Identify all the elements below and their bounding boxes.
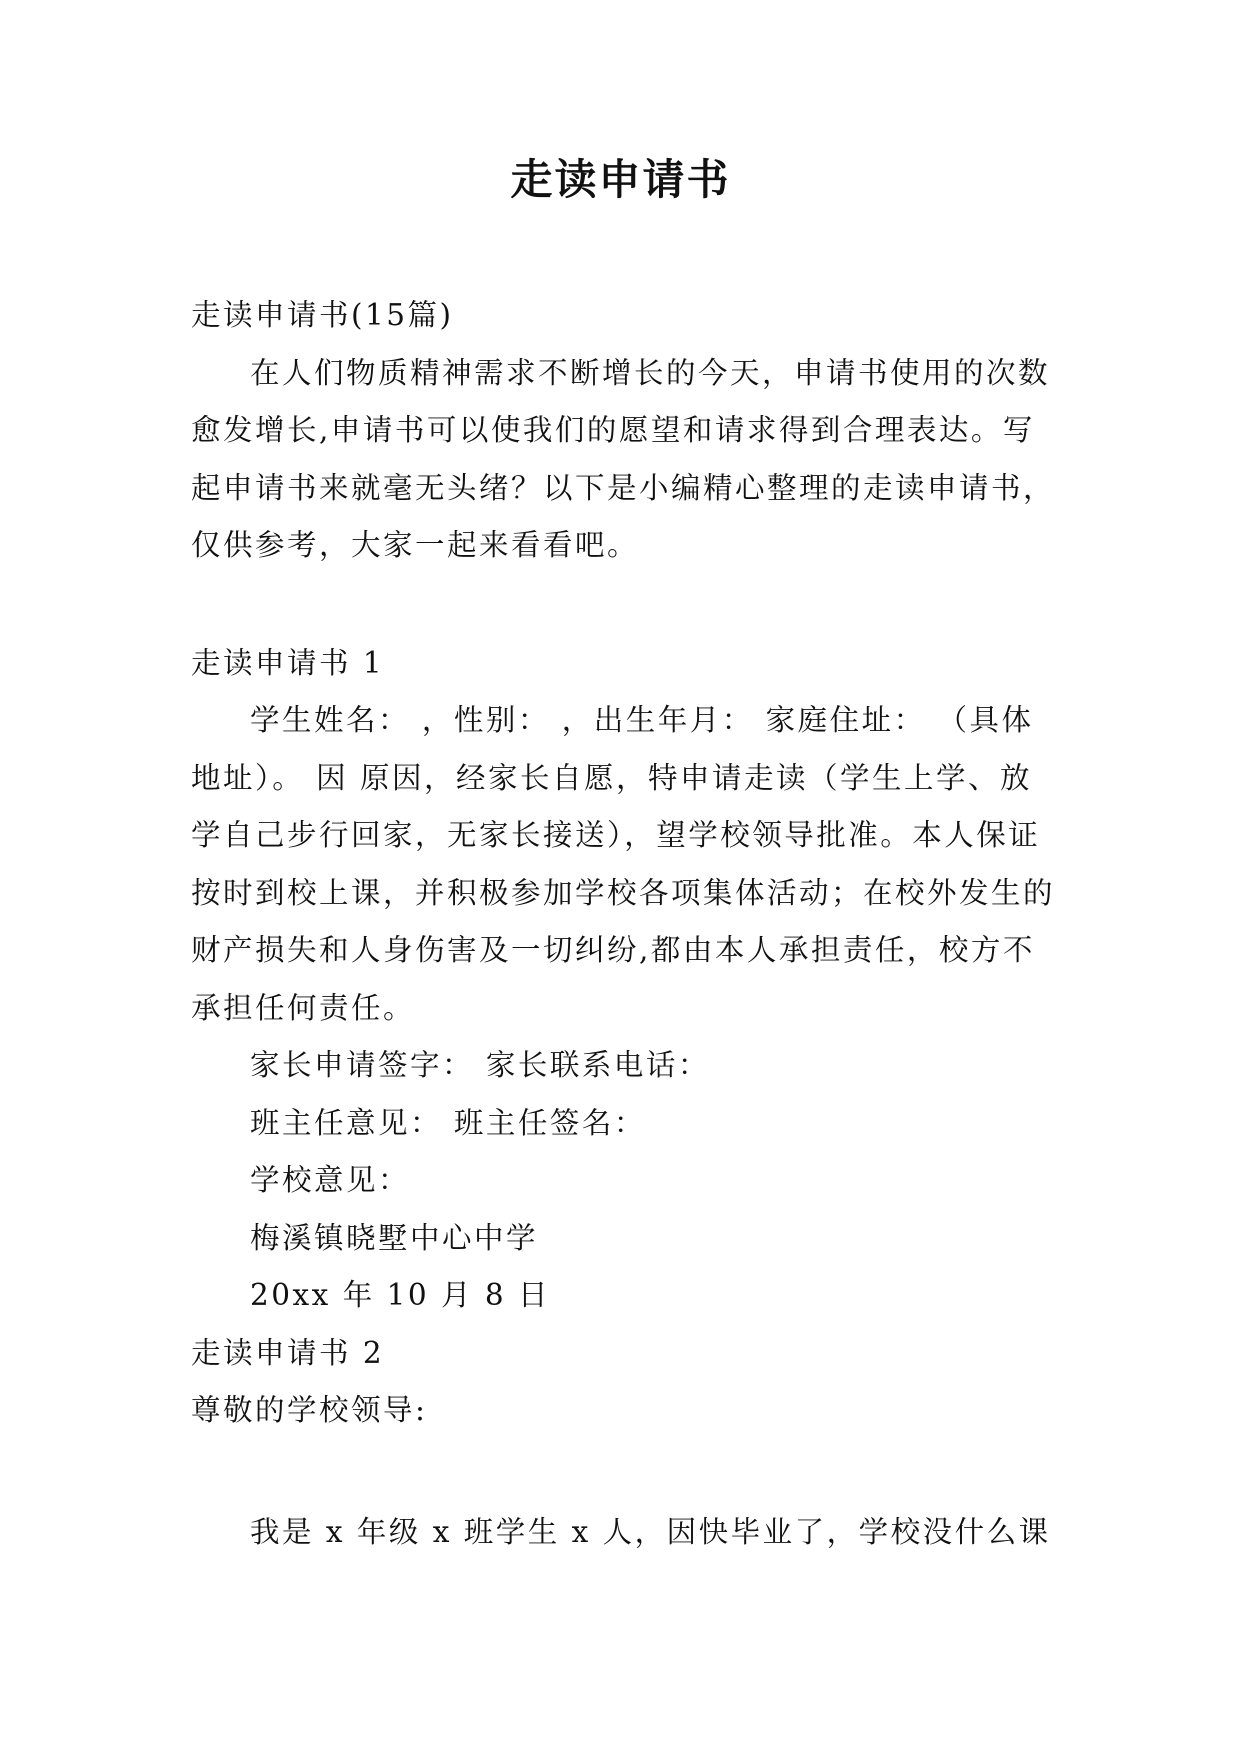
teacher-opinion-line: 班主任意见： 班主任签名： [250,1105,646,1140]
salutation: 尊敬的学校领导: [191,1393,428,1427]
parent-signature-line: 家长申请签字： 家长联系电话： [250,1048,710,1082]
series-heading: 走读申请书(15篇) [191,298,454,332]
application-paragraph-1: 学生姓名： ，性别： ，出生年月： 家庭住址： （具体地址）。 因 原因，经家长自愿，特申请走读（学生上学、放学自己步行回家，无家长接送），望学校领导批准。本人保证按时到校上课，并积极参加学校各项集体活动；在校外发生的财产损失和人身伤害及一切纠纷,都由本人承担责任，校方不承担任何责任。 [191,703,1056,1025]
section-heading-2: 走读申请书 2 [191,1335,385,1370]
school-name: 梅溪镇晓墅中心中学 [250,1220,539,1255]
section-heading-1: 走读申请书 1 [191,645,385,680]
date-line: 20xx 年 10 月 8 日 [250,1278,551,1312]
application-paragraph-2: 我是 x 年级 x 班学生 x 人，因快毕业了，学校没什么课 [250,1514,1051,1549]
school-opinion-line: 学校意见： [250,1163,411,1197]
document-body [191,287,1061,1561]
intro-paragraph: 在人们物质精神需求不断增长的今天，申请书使用的次数愈发增长,申请书可以使我们的愿望和请求得到合理表达。写起申请书来就毫无头绪？以下是小编精心整理的走读申请书，仅供参考，大家一起来看看吧。 [191,355,1056,562]
document-title: 走读申请书 [510,155,731,204]
